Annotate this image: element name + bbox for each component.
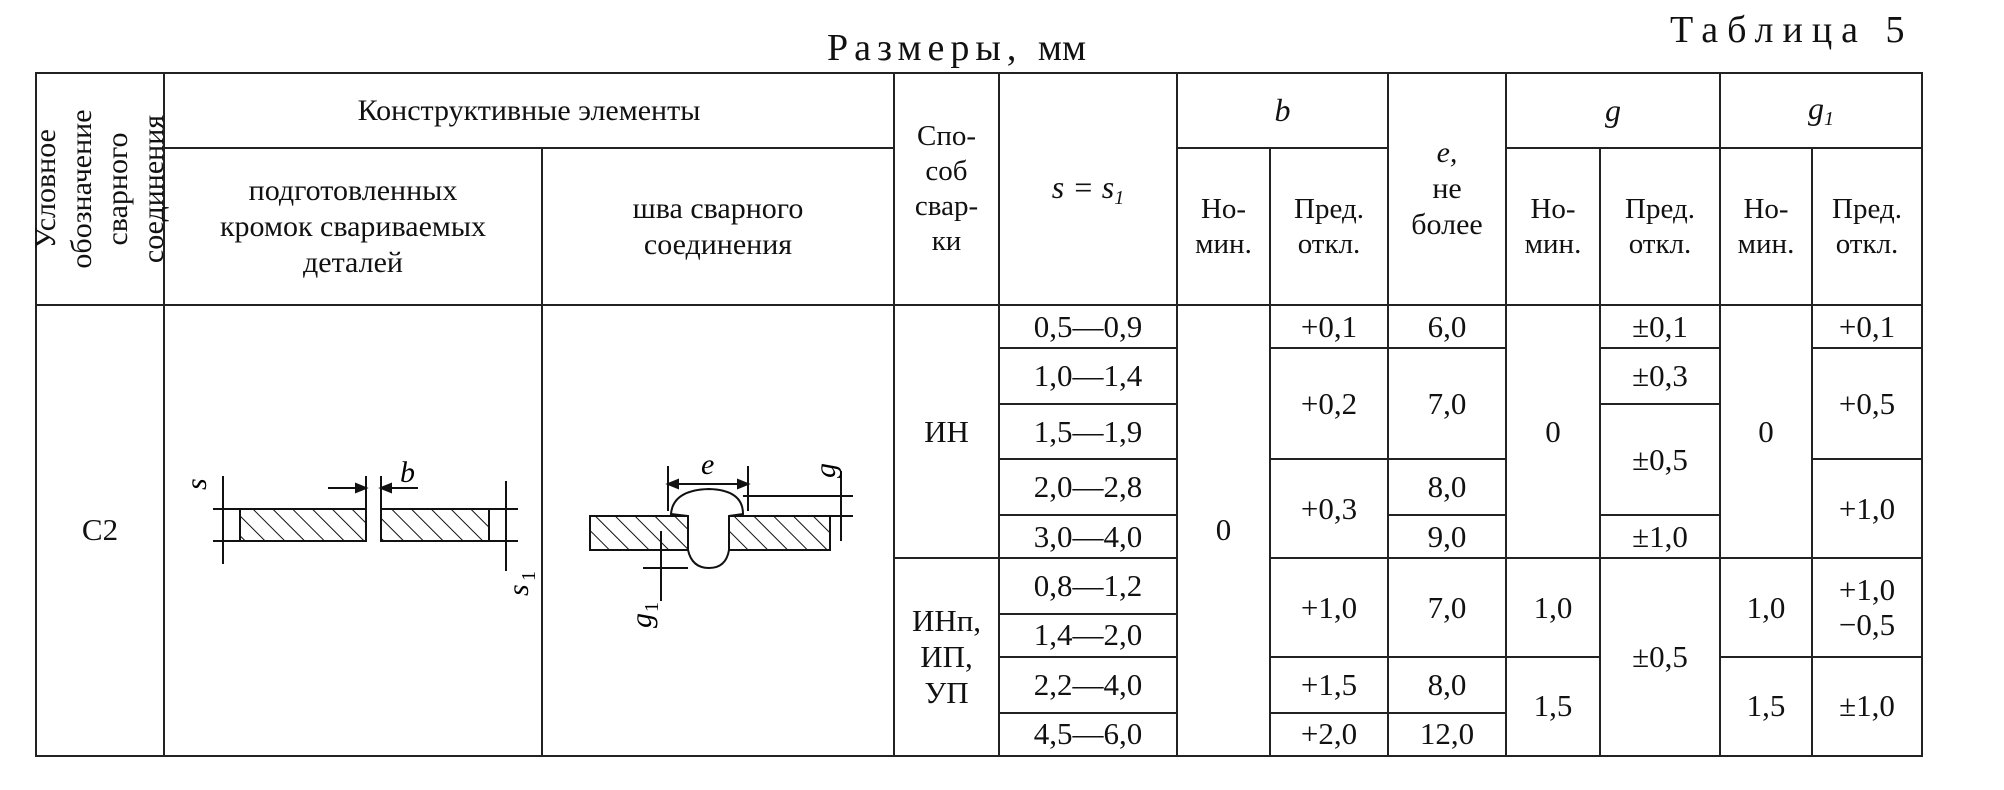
b-header: b [1177, 73, 1388, 148]
b-deviation-cell: +2,0 [1270, 713, 1388, 756]
g1-nominal-header: Но- мин. [1720, 148, 1812, 305]
svg-text:1: 1 [518, 571, 538, 581]
thickness-range: 2,0—2,8 [999, 459, 1177, 515]
e-max-cell: 6,0 [1388, 305, 1506, 348]
designation-cell: С2 [36, 305, 164, 756]
weld-seam-header: шва сварного соединения [542, 148, 894, 305]
prepared-edges-header: подготовленных кромок свариваемых деталей [164, 148, 542, 305]
g1-deviation-cell: ±1,0 [1812, 657, 1922, 756]
svg-text:1: 1 [641, 602, 663, 612]
g1-nominal-cell: 1,0 [1720, 558, 1812, 657]
g-nominal-header: Но- мин. [1506, 148, 1600, 305]
g1-deviation-header: Пред. откл. [1812, 148, 1922, 305]
thickness-range: 0,8—1,2 [999, 558, 1177, 614]
thickness-range: 1,0—1,4 [999, 348, 1177, 404]
method-in-cell: ИН [894, 305, 999, 558]
g-deviation-cell: ±0,5 [1600, 558, 1720, 755]
thickness-range: 2,2—4,0 [999, 657, 1177, 713]
designation-header: Условное обозначение сварного соединения [36, 73, 164, 305]
g-deviation-header: Пред. откл. [1600, 148, 1720, 305]
e-max-cell: 7,0 [1388, 348, 1506, 459]
g1-deviation-cell: +0,1 [1812, 305, 1922, 348]
g1-deviation-cell: +1,0 [1812, 459, 1922, 558]
e-max-cell: 8,0 [1388, 459, 1506, 515]
g-deviation-cell: ±0,5 [1600, 404, 1720, 515]
b-deviation-cell: +0,1 [1270, 305, 1388, 348]
thickness-header: $s = s_1$ [999, 73, 1177, 305]
g-deviation-cell: ±0,3 [1600, 348, 1720, 404]
thickness-range: 1,5—1,9 [999, 404, 1177, 460]
g1-deviation-cell: +0,5 [1812, 348, 1922, 459]
thickness-s1-label [502, 571, 538, 596]
g-deviation-cell: ±1,0 [1600, 515, 1720, 558]
g-nominal-cell: 1,0 [1506, 558, 1600, 657]
e-header: e, не более [1388, 73, 1506, 305]
thickness-range: 4,5—6,0 [999, 713, 1177, 756]
weld-width-e-label: e [701, 448, 715, 481]
reinforcement-g-label: g [809, 463, 842, 478]
svg-text:g: g [625, 613, 658, 628]
e-max-cell: 7,0 [1388, 558, 1506, 657]
thickness-s-label: s [180, 478, 213, 490]
g-nominal-cell: 0 [1506, 305, 1600, 558]
b-deviation-cell: +1,0 [1270, 558, 1388, 657]
b-deviation-cell: +1,5 [1270, 657, 1388, 713]
g1-deviation-cell: +1,0 −0,5 [1812, 558, 1922, 657]
welding-method-header: Спо- соб свар- ки [894, 73, 999, 305]
gap-b-label: b [400, 456, 415, 489]
b-nominal-header: Но- мин. [1177, 148, 1270, 305]
structural-elements-header: Конструктивные элементы [164, 73, 894, 148]
g1-nominal-cell: 1,5 [1720, 657, 1812, 756]
thickness-range: 0,5—0,9 [999, 305, 1177, 348]
sizes-unit: мм [1037, 27, 1087, 69]
prepared-edges-drawing [164, 305, 542, 756]
g-deviation-cell: ±0,1 [1600, 305, 1720, 348]
b-deviation-cell: +0,3 [1270, 459, 1388, 558]
thickness-range: 1,4—2,0 [999, 614, 1177, 657]
e-max-cell: 9,0 [1388, 515, 1506, 558]
table-number: Таблица 5 [1670, 9, 1914, 51]
svg-text:s: s [502, 584, 535, 596]
thickness-range: 3,0—4,0 [999, 515, 1177, 558]
weld-seam-drawing [542, 305, 894, 756]
b-deviation-header: Пред. откл. [1270, 148, 1388, 305]
sizes-label: Размеры, [827, 27, 1023, 69]
b-deviation-cell: +0,2 [1270, 348, 1388, 459]
g1-header: $g_1$ [1720, 73, 1922, 148]
units-caption [827, 26, 1086, 70]
b-nominal-cell: 0 [1177, 305, 1270, 756]
root-reinforcement-g1-label [625, 602, 663, 628]
g-header: g [1506, 73, 1720, 148]
e-max-cell: 8,0 [1388, 657, 1506, 713]
g1-nominal-cell: 0 [1720, 305, 1812, 558]
e-max-cell: 12,0 [1388, 713, 1506, 756]
g-nominal-cell: 1,5 [1506, 657, 1600, 756]
dimensions-table [29, 72, 1923, 757]
method-other-cell: ИНп, ИП, УП [894, 558, 999, 755]
